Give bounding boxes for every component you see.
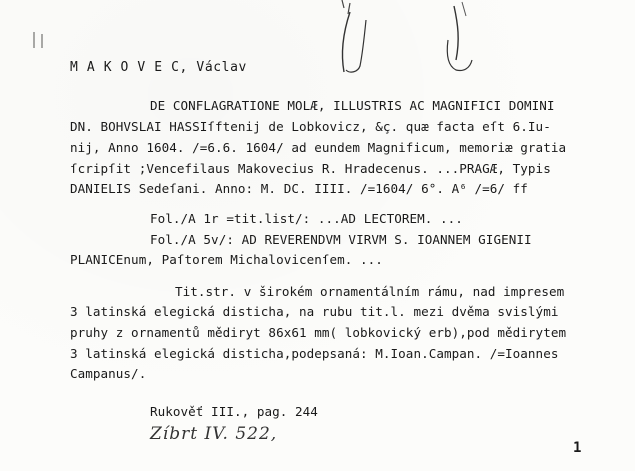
fol-line-1: Fol./A 1r =tit.list/: ...AD LECTOREM. ... [150, 211, 463, 226]
title-line-2: DN. BOHVSLAI HASSIſftenij de Lobkovicz, &ç. quæ facta eſt 6.Iu- [70, 119, 551, 134]
handwritten-note: Zíbrt IV. 522, [150, 424, 278, 444]
margin-tick-marks [32, 30, 46, 54]
author-heading: M A K O V E C, Václav [70, 60, 247, 75]
page-number: 1 [573, 440, 582, 456]
punch-hole-marks [330, 0, 490, 84]
description-line-2: 3 latinská elegická disticha, na rubu tit.l. mezi dvěma svislými [70, 304, 559, 319]
description-line-4: 3 latinská elegická disticha,podepsaná: M.Ioan.Campan. /=Ioannes [70, 346, 559, 361]
description-line-5: Campanus/. [70, 366, 147, 381]
description-line-3: pruhy z ornamentů mědiryt 86x61 mm( lobkovický erb),pod mědirytem [70, 325, 567, 340]
description-line-1: Tit.str. v širokém ornamentálním rámu, nad impresem [175, 284, 565, 299]
title-line-5: DANIELIS Sedeſani. Anno: M. DC. IIII. /=1604/ 6°. A⁶ /=6/ ff [70, 181, 528, 196]
title-line-4: ſcripſit ;Vencefilaus Makovecius R. Hradecenus. ...PRAGÆ, Typis [70, 161, 551, 176]
fol-line-2: Fol./A 5v/: AD REVERENDVM VIRVM S. IOANNEM GIGENII [150, 232, 532, 247]
title-line-1: DE CONFLAGRATIONE MOLÆ, ILLUSTRIS AC MAGNIFICI DOMINI [150, 98, 555, 113]
fol-line-3: PLANICEnum, Paſtorem Michalovicenſem. ... [70, 252, 383, 267]
title-line-3: nij, Anno 1604. /=6.6. 1604/ ad eundem Magnificum, memoriæ gratia [70, 140, 567, 155]
reference-line: Rukověť III., pag. 244 [150, 404, 318, 419]
